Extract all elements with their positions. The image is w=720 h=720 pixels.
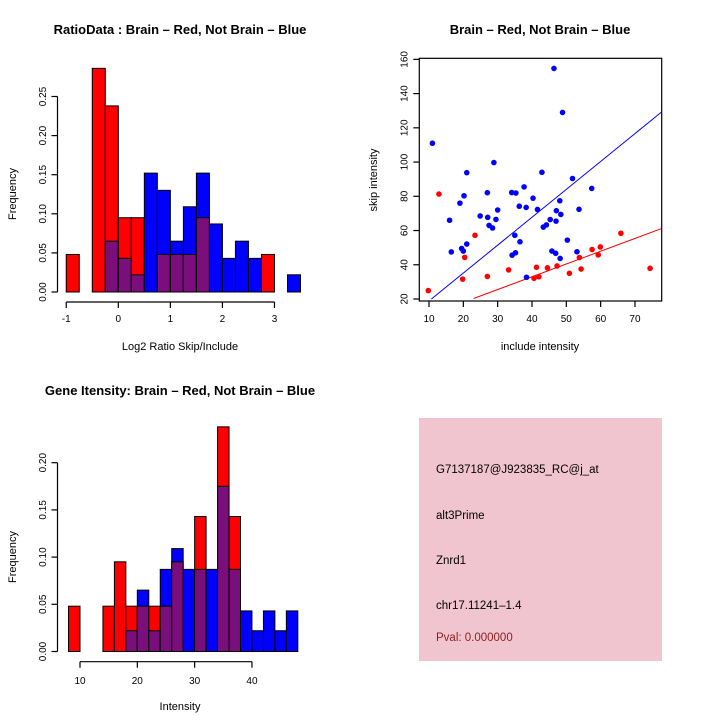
scatter-point-blue (464, 170, 470, 176)
histogram-bar-blue (286, 611, 297, 652)
y-tick-label: 0.00 (38, 641, 49, 662)
pval-text: Pval: 0.000000 (436, 632, 513, 644)
histogram-overlap-bar (195, 569, 206, 651)
x-tick-label: 70 (629, 314, 641, 325)
scatter-point-blue (461, 248, 467, 254)
histogram-bar-red (114, 562, 125, 652)
histogram-bar-blue (240, 611, 251, 652)
scatter-point-blue (574, 249, 580, 255)
locus-text: chr17.11241–1.4 (436, 600, 522, 612)
gene-name-text: Znrd1 (436, 555, 467, 567)
probe-id-text: G7137187@J923835_RC@j_at (436, 464, 599, 476)
histogram-bar-red (66, 254, 79, 292)
scatter-point-blue (521, 184, 527, 190)
scatter-point-red (436, 191, 442, 197)
scatter-point-blue (512, 233, 518, 239)
histogram-overlap-bar (170, 254, 183, 292)
scatter-point-blue (551, 66, 557, 72)
y-tick-label: 0.20 (38, 125, 49, 146)
y-tick-label: 0.10 (38, 204, 49, 224)
x-tick-label: 30 (189, 676, 201, 687)
histogram-bar-blue (222, 258, 235, 292)
scatter-point-blue (539, 170, 545, 176)
scatter-point-blue (553, 218, 559, 224)
y-tick-label: 0.20 (38, 452, 49, 473)
scatter-point-blue (523, 205, 529, 211)
scatter-point-blue (517, 239, 523, 245)
histogram-bar-red (92, 68, 105, 292)
histogram-bar-blue (248, 258, 261, 292)
scatter-point-blue (461, 193, 467, 199)
scatter-point-blue (589, 186, 595, 192)
panel-title: Brain – Red, Not Brain – Blue (449, 22, 631, 37)
scatter-point-blue (449, 249, 455, 255)
x-tick-label: -1 (61, 314, 71, 325)
scatter-point-red (647, 266, 653, 272)
x-tick-label: 30 (492, 314, 504, 325)
y-tick-label: 0.05 (38, 594, 49, 615)
histogram-bar-blue (183, 569, 194, 651)
histogram-bar-blue (275, 631, 286, 652)
scatter-point-blue (535, 207, 541, 213)
panel-title: Gene Itensity: Brain – Red, Not Brain – Blue (44, 383, 316, 398)
x-tick-label: 40 (526, 314, 538, 325)
scatter-point-red (577, 255, 583, 261)
scatter-point-blue (516, 203, 522, 209)
y-tick-label: 0.05 (38, 243, 49, 263)
scatter-point-blue (513, 250, 519, 256)
scatter-point-red (485, 274, 491, 280)
scatter-point-blue (485, 190, 491, 196)
scatter-point-red (545, 265, 551, 271)
scatter-point-blue (557, 256, 563, 262)
scatter-point-blue (447, 217, 453, 223)
histogram-overlap-bar (196, 218, 209, 292)
scatter-point-blue (493, 217, 499, 223)
x-axis-label: include intensity (500, 341, 580, 353)
scatter-point-blue (495, 207, 501, 213)
scatter-point-red (536, 274, 542, 280)
histogram-overlap-bar (118, 258, 131, 292)
histogram-bar-blue (209, 224, 222, 292)
y-tick-label: 160 (399, 51, 411, 68)
scatter-point-red (462, 255, 468, 261)
y-tick-label: 0.15 (38, 500, 49, 520)
histogram-overlap-bar (131, 275, 144, 292)
histogram-bar-blue (287, 275, 300, 292)
scatter-point-red (460, 276, 466, 282)
x-tick-label: 20 (457, 314, 469, 325)
scatter-point-blue (490, 225, 496, 231)
x-tick-label: 50 (560, 314, 572, 325)
scatter-point-red (578, 266, 584, 272)
x-tick-label: 2 (219, 314, 226, 325)
ratio-histogram-panel (0, 0, 360, 360)
y-tick-label: 100 (399, 153, 411, 171)
scatter-point-red (595, 252, 601, 258)
gene-info-box (419, 418, 662, 661)
histogram-overlap-bar (183, 254, 196, 292)
scatter-point-blue (485, 215, 491, 221)
histogram-overlap-bar (137, 606, 148, 651)
y-tick-label: 0.10 (38, 547, 49, 567)
x-tick-label: 20 (131, 676, 143, 687)
histogram-overlap-bar (218, 486, 229, 651)
x-tick-label: 60 (595, 314, 607, 325)
scatter-point-red (506, 267, 512, 273)
scatter-point-blue (530, 195, 536, 201)
y-tick-label: 140 (399, 85, 411, 102)
scatter-point-red (426, 288, 432, 294)
scatter-point-blue (544, 222, 550, 228)
y-tick-label: 60 (399, 224, 411, 237)
histogram-bar-blue (144, 173, 157, 292)
scatter-point-blue (513, 190, 519, 196)
scatter-point-red (554, 263, 560, 269)
scatter-point-blue (570, 176, 576, 182)
scatter-point-blue (560, 110, 566, 116)
scatter-point-blue (558, 212, 564, 218)
intensity-scatter-panel (360, 0, 720, 360)
scatter-point-blue (554, 208, 560, 214)
scatter-point-red (534, 265, 540, 271)
histogram-bar-blue (235, 241, 248, 292)
y-tick-label: 80 (399, 190, 411, 202)
scatter-point-red (618, 230, 624, 236)
x-tick-label: 40 (246, 676, 258, 687)
y-tick-label: 0.00 (38, 282, 49, 302)
splice-type-text: alt3Prime (436, 510, 485, 522)
histogram-bar-blue (206, 569, 217, 651)
x-axis-label: Intensity (159, 701, 201, 713)
scatter-point-blue (553, 250, 559, 256)
scatter-point-red (567, 271, 573, 277)
y-axis-label: skip intensity (368, 148, 380, 212)
scatter-point-red (589, 247, 595, 253)
histogram-overlap-bar (229, 569, 240, 651)
x-tick-label: 1 (167, 314, 174, 325)
y-tick-label: 120 (399, 119, 411, 137)
gene-intensity-histogram-panel (0, 360, 360, 720)
histogram-overlap-bar (160, 606, 171, 651)
x-tick-label: 3 (271, 314, 278, 325)
y-tick-label: 0.25 (38, 86, 49, 107)
x-tick-label: 10 (74, 676, 86, 687)
scatter-point-red (472, 233, 478, 239)
x-tick-label: 0 (115, 314, 122, 325)
y-tick-label: 20 (399, 293, 411, 305)
scatter-point-blue (491, 160, 497, 166)
gene-info-panel (360, 360, 720, 720)
x-tick-label: 10 (423, 314, 435, 325)
scatter-point-blue (430, 140, 436, 146)
histogram-overlap-bar (105, 241, 118, 292)
plot-box (419, 58, 661, 301)
histogram-overlap-bar (157, 254, 170, 292)
histogram-overlap-bar (149, 631, 160, 652)
histogram-overlap-bar (172, 562, 183, 652)
x-axis-label: Log2 Ratio Skip/Include (121, 341, 239, 353)
scatter-point-blue (547, 217, 553, 223)
panel-title: RatioData : Brain – Red, Not Brain – Blue (53, 22, 307, 37)
histogram-bar-blue (252, 631, 263, 652)
scatter-point-blue (524, 274, 530, 280)
scatter-point-blue (565, 237, 571, 243)
y-tick-label: 0.15 (38, 164, 49, 185)
histogram-bar-blue (263, 611, 274, 652)
y-axis-label: Frequency (7, 531, 19, 583)
scatter-point-blue (557, 198, 563, 204)
histogram-bar-red (261, 254, 274, 292)
histogram-overlap-bar (126, 631, 137, 652)
scatter-point-blue (477, 213, 483, 219)
scatter-point-blue (576, 207, 582, 213)
scatter-point-blue (464, 241, 470, 247)
histogram-bar-red (69, 606, 80, 651)
y-axis-label: Frequency (7, 168, 19, 220)
scatter-point-red (531, 275, 537, 281)
histogram-bar-red (103, 606, 114, 651)
scatter-point-red (598, 244, 604, 250)
y-tick-label: 40 (399, 259, 411, 271)
scatter-point-blue (457, 200, 463, 206)
